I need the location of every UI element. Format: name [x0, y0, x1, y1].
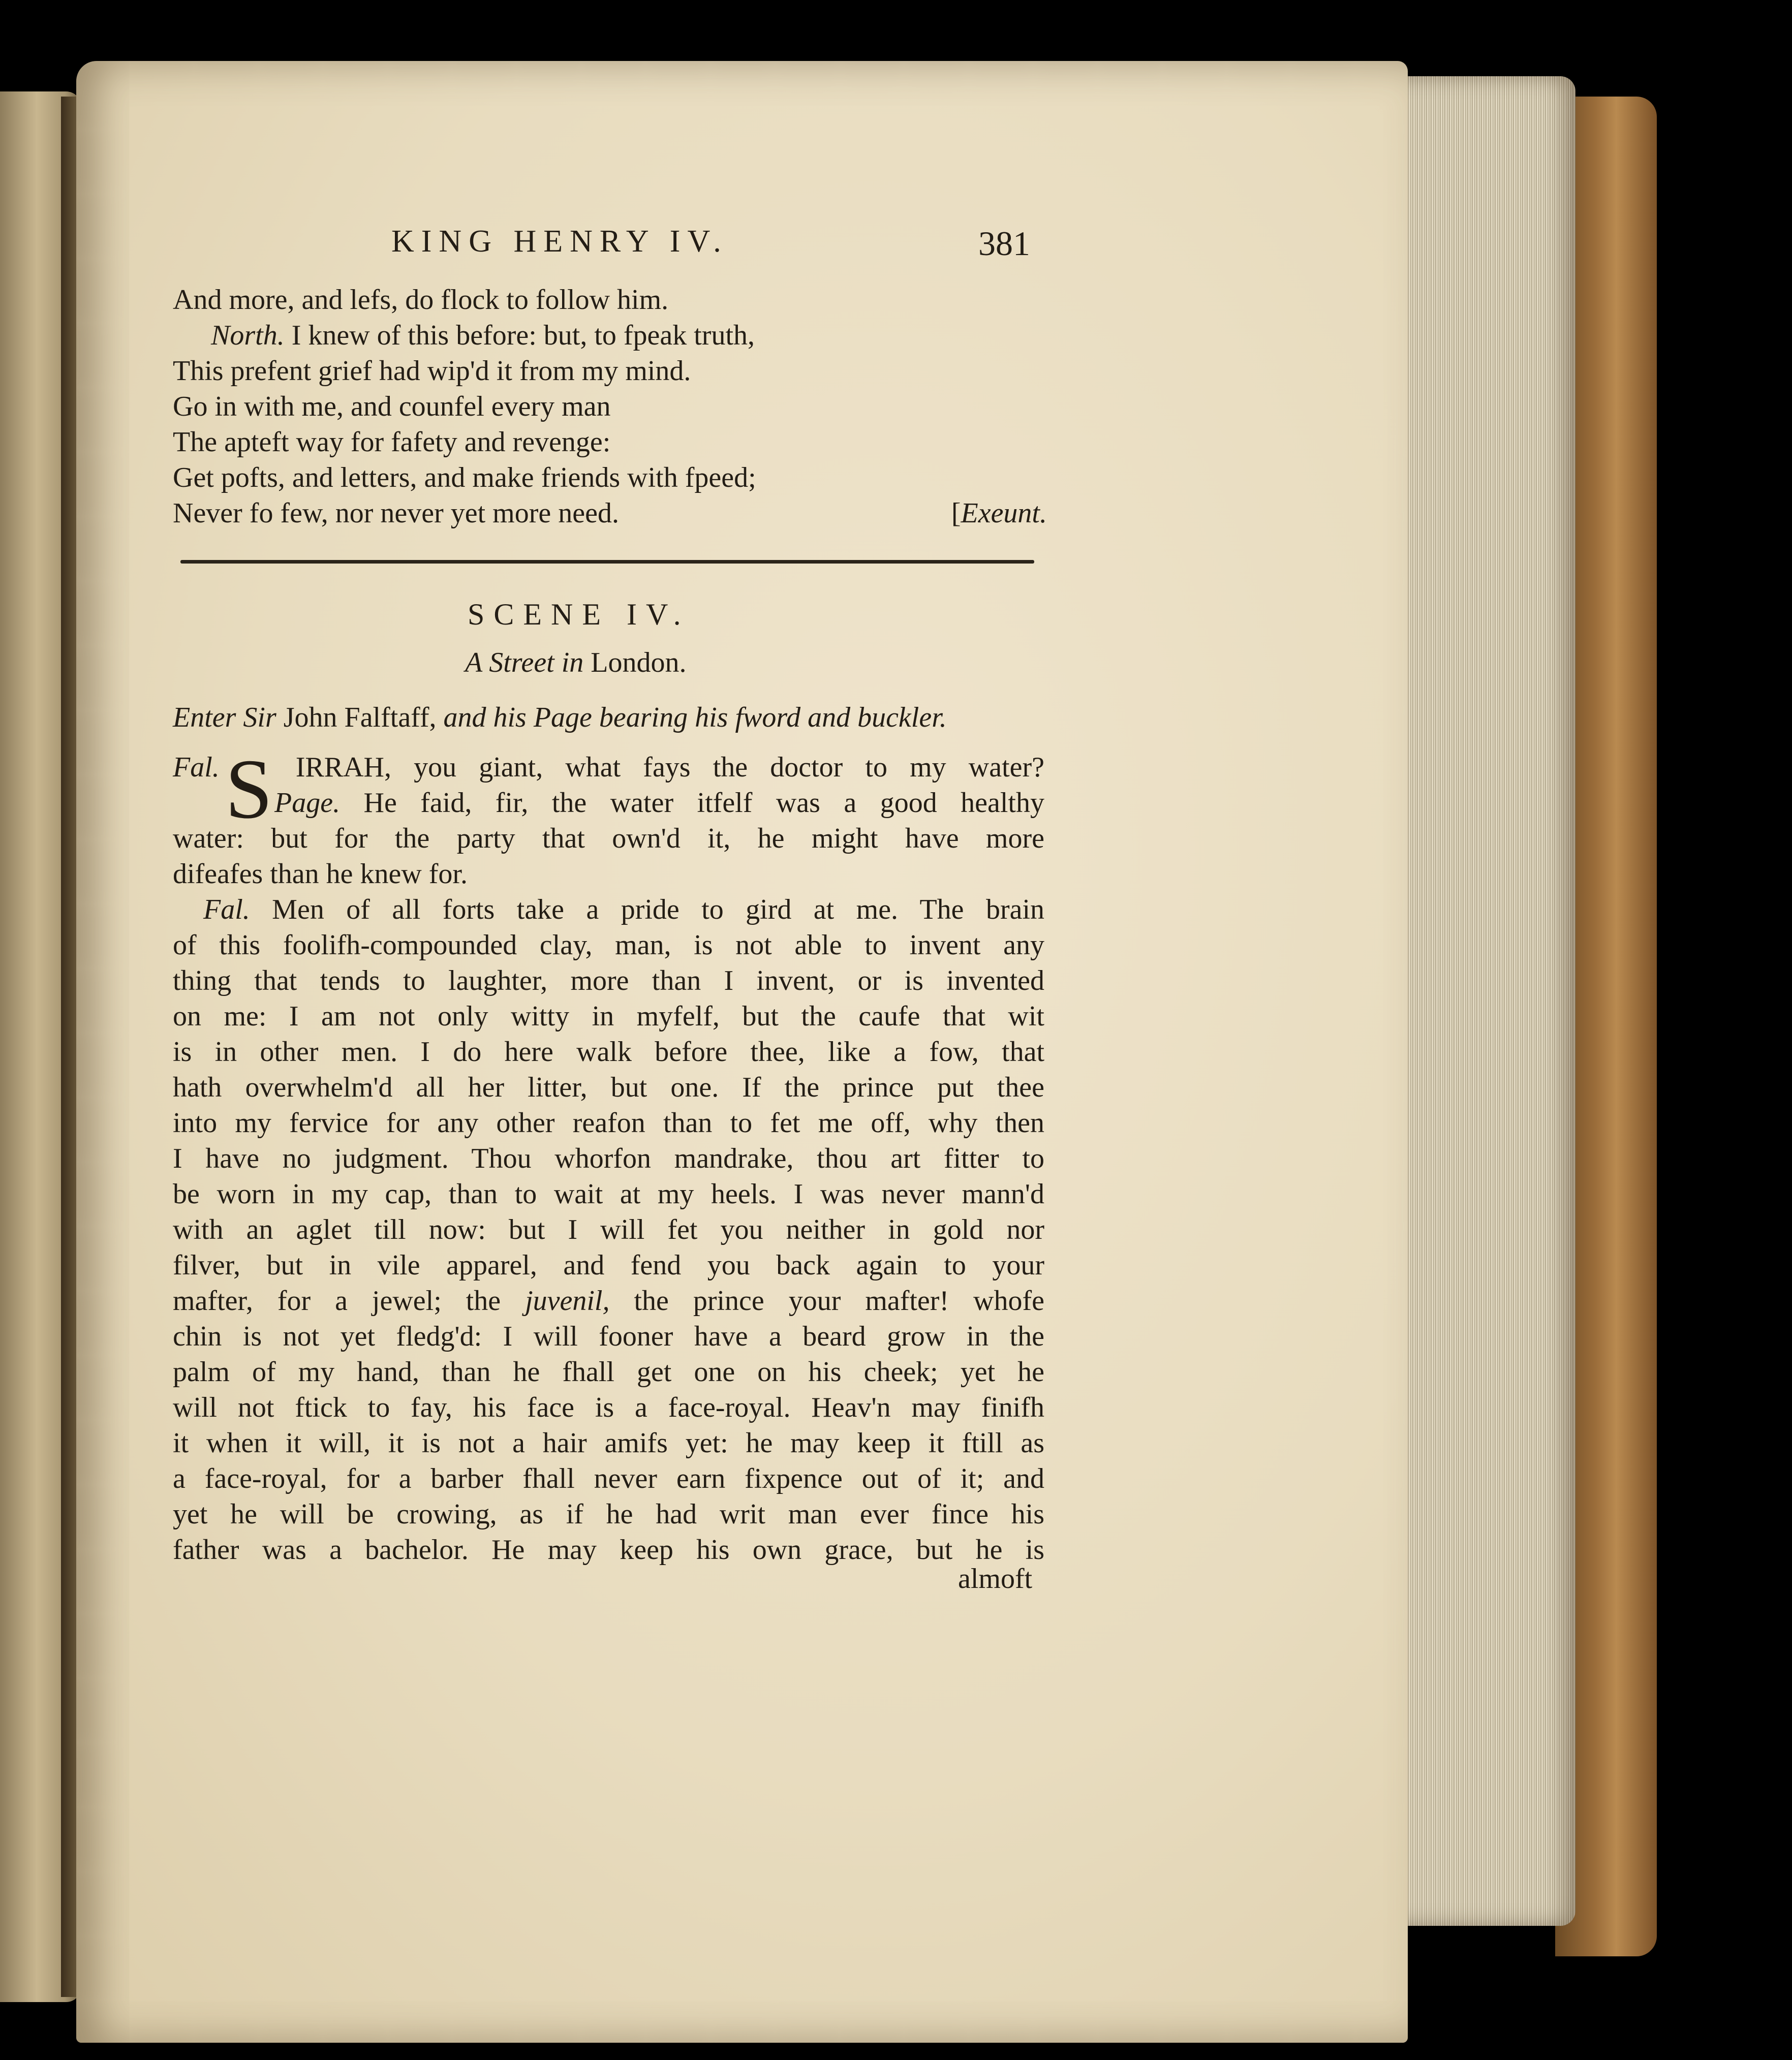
stage-direction-italic: Enter Sir — [173, 702, 284, 733]
running-head: KING HENRY IV. — [391, 224, 728, 259]
speaker-name: Fal. — [173, 752, 220, 783]
verse-line — [173, 495, 1047, 531]
page-block-fore-edge — [1393, 76, 1575, 1926]
verse-text: Never fo few, nor never yet more need. — [173, 497, 619, 529]
verse-line: This prefent grief had wip'd it from my mind. — [173, 355, 691, 387]
verse-passage — [173, 282, 1047, 531]
prose-line — [173, 750, 1044, 785]
verse-line — [173, 318, 1047, 353]
prose-line: water: but for the party that own'd it, he might have more — [173, 823, 1044, 854]
prose-line: is in other men. I do here walk before thee, like a fow, that — [173, 1036, 1044, 1068]
prose-line: chin is not yet fledg'd: I will fooner have a beard grow in the — [173, 1321, 1044, 1352]
exit-direction — [951, 495, 1047, 531]
prose-line: hath overwhelm'd all her litter, but one. If the prince put thee — [173, 1072, 1044, 1103]
prose-line — [173, 1283, 1044, 1319]
prose-line: filver, but in vile apparel, and fend you back again to your — [173, 1250, 1044, 1281]
prose-text: mafter, for a jewel; the — [173, 1285, 526, 1317]
prose-line: on me: I am not only witty in myfelf, but the caufe that wit — [173, 1001, 1044, 1032]
speaker-name: Fal. — [203, 894, 250, 925]
catchword: almoft — [958, 1563, 1033, 1595]
verse-line: Get pofts, and letters, and make friends with fpeed; — [173, 462, 756, 493]
italic-word: juvenil, — [525, 1285, 610, 1317]
prose-line: father was a bachelor. He may keep his own grace, but he is — [173, 1534, 1044, 1566]
speaker-name: North. — [211, 320, 285, 351]
verse-line: Go in with me, and counfel every man — [173, 391, 611, 422]
scene-location — [465, 646, 687, 679]
prose-line: yet he will be crowing, as if he had writ man ever fince his — [173, 1499, 1044, 1530]
prose-line: difeafes than he knew for. — [173, 858, 468, 890]
page-number: 381 — [978, 224, 1030, 263]
prose-line: with an aglet till now: but I will fet you neither in gold nor — [173, 1214, 1044, 1245]
stage-direction-italic: and his Page bearing his fword and buckler. — [436, 702, 947, 733]
prose-line: of this foolifh-compounded clay, man, is not able to invent any — [173, 929, 1044, 961]
speaker-name: Page. — [274, 787, 341, 819]
prose-line: I have no judgment. Thou whorfon mandrake, thou art fitter to — [173, 1143, 1044, 1174]
prose-line: will not ftick to fay, his face is a face-royal. Heav'n may finifh — [173, 1392, 1044, 1423]
scene-divider-rule — [180, 560, 1034, 564]
prose-text: Men of all forts take a pride to gird at me. The brain — [250, 894, 1044, 925]
prose-passage — [173, 742, 1044, 1568]
prose-text: IRRAH, you giant, what fays the doctor to my water? — [295, 752, 1044, 783]
verse-line: And more, and lefs, do flock to follow him. — [173, 284, 669, 316]
scene-heading: SCENE IV. — [468, 598, 690, 631]
prose-text: He faid, fir, the water itfelf was a good healthy — [340, 787, 1044, 819]
scene-location-name: London. — [583, 647, 687, 678]
exit-text: Exeunt. — [961, 497, 1047, 529]
verse-text: I knew of this before: but, to fpeak truth, — [284, 320, 755, 351]
entrance-direction — [173, 701, 947, 734]
prose-line — [173, 892, 1044, 927]
prose-line: palm of my hand, than he fhall get one on his cheek; yet he — [173, 1356, 1044, 1388]
prose-line: into my fervice for any other reafon than to fet me off, why then — [173, 1107, 1044, 1139]
prose-line: a face-royal, for a barber fhall never earn fixpence out of it; and — [173, 1463, 1044, 1494]
prose-line: thing that tends to laughter, more than I invent, or is invented — [173, 965, 1044, 996]
prose-line: be worn in my cap, than to wait at my heels. I was never mann'd — [173, 1178, 1044, 1210]
exit-bracket: [ — [951, 497, 961, 529]
drop-capital: S — [225, 742, 273, 836]
prose-line — [173, 785, 1044, 821]
scene-location-italic: A Street in — [465, 647, 584, 678]
character-name: John Falftaff, — [283, 702, 437, 733]
verse-line: The apteft way for fafety and revenge: — [173, 426, 611, 458]
prose-line: it when it will, it is not a hair amifs yet: he may keep it ftill as — [173, 1427, 1044, 1459]
prose-text: the prince your mafter! whofe — [609, 1285, 1044, 1317]
